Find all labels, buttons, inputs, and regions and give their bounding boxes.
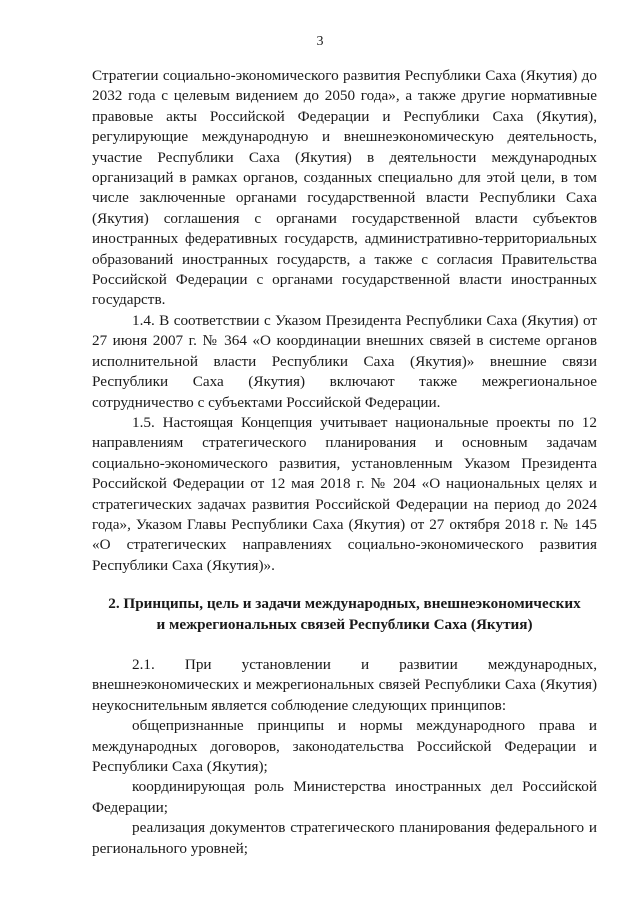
section-heading	[92, 594, 597, 635]
paragraph-1-5: 1.5. Настоящая Концепция учитывает национальные проекты по 12 направлениям стратегического планирования и основным задачам социально-экономического развития, установленным Указом Президента Российской Федерации от 12 мая 2018 г. № 204 «О национальных целях и стратегических задачах развития Российской Федерации на период до 2024 года», Указом Главы Республики Саха (Якутия) от 27 октября 2018 г. № 145 «О стратегических направлениях социально-экономического развития Республики Саха (Якутия)».	[92, 413, 597, 574]
section-heading-line-1: 2. Принципы, цель и задачи международных, внешнеэкономических	[108, 595, 581, 613]
principle-item: общепризнанные принципы и нормы международного права и международных договоров, законодательства Российской Федерации и Республики Саха (Якутия);	[92, 717, 597, 775]
section-heading-line-2: и межрегиональных связей Республики Саха (Якутия)	[156, 615, 533, 633]
paragraph-continuation: Стратегии социально-экономического развития Республики Саха (Якутия) до 2032 года с целевым видением до 2050 года», а также другие нормативные правовые акты Российской Федерации и Республики Саха (Якутия), регулирующие международную и внешнеэкономическую деятельность, участие Республики Саха (Якутия) в деятельности международных организаций в рамках органов, созданных специально для этой цели, в том числе заключенные органами государственной власти Республики Саха (Якутия) соглашения с органами государственной власти субъектов иностранных федеративных государств, административно-территориальных образований иностранных государств, а также с согласия Правительства Российской Федерации с органами государственной власти иностранных государств.	[92, 67, 597, 309]
principle-item: реализация документов стратегического планирования федерального и регионального уровней;	[92, 819, 597, 857]
paragraph-2-1: 2.1. При установлении и развитии международных, внешнеэкономических и межрегиональных связей Республики Саха (Якутия) неукоснительным является соблюдение следующих принципов:	[92, 655, 597, 714]
principle-item: координирующая роль Министерства иностранных дел Российской Федерации;	[92, 778, 597, 816]
page-number: 3	[316, 34, 324, 49]
document-body	[92, 66, 597, 859]
paragraph-1-4: 1.4. В соответствии с Указом Президента Республики Саха (Якутия) от 27 июня 2007 г. № 364 «О координации внешних связей в системе органов исполнительной власти Республики Саха (Якутия)» внешние связи Республики Саха (Якутия) включают также межрегиональное сотрудничество с субъектами Российской Федерации.	[92, 311, 597, 411]
